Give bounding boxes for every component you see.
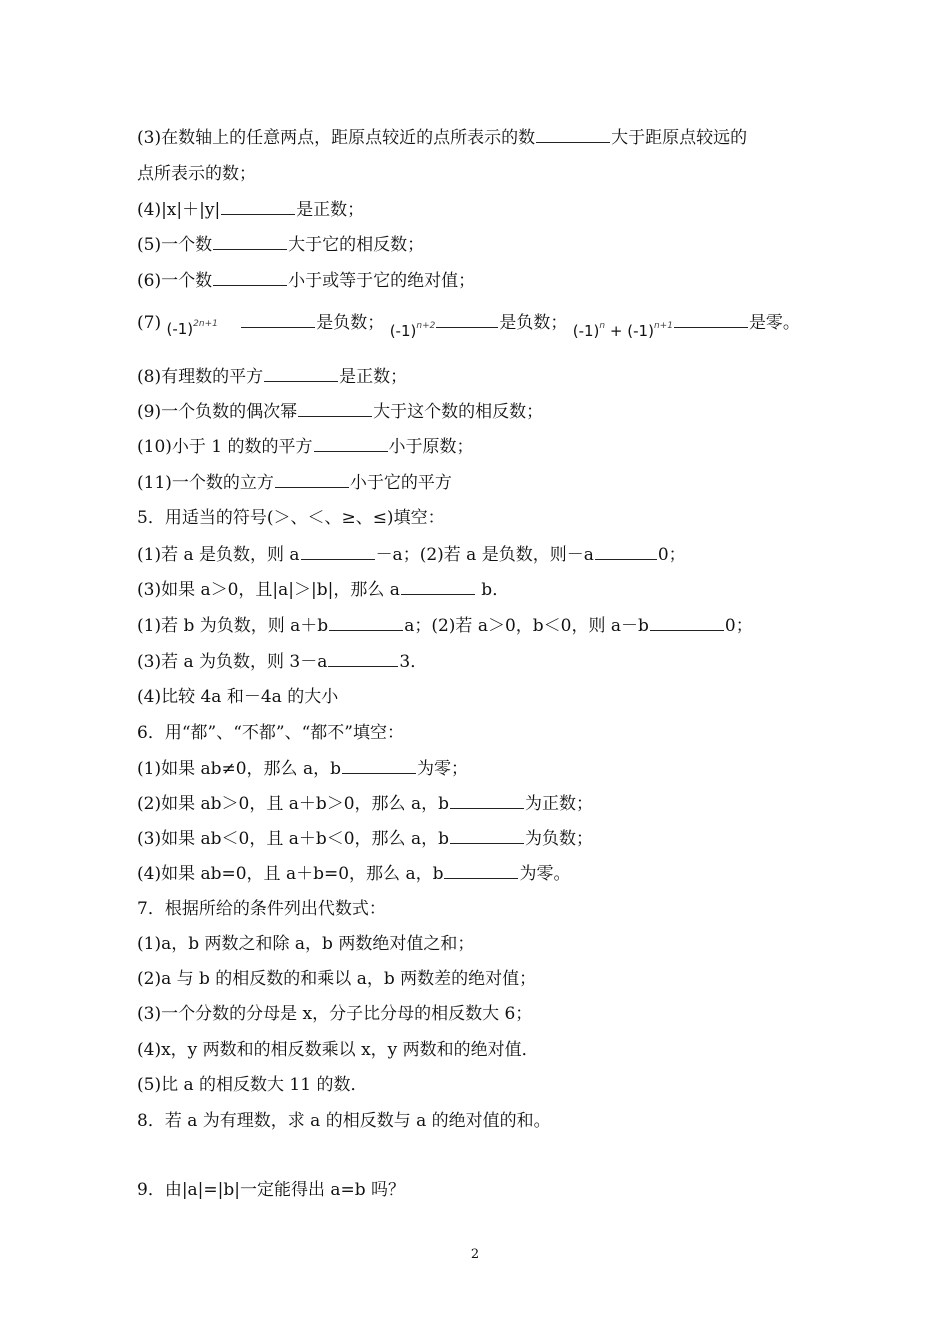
question-6-line-4: (4)如果 ab=0，且 a＋b=0，那么 a，b 为零。 — [137, 864, 571, 884]
answer-blank[interactable] — [221, 198, 295, 215]
item-10: (10)小于 1 的数的平方 小于原数； — [137, 437, 474, 457]
answer-blank[interactable] — [650, 614, 724, 631]
question-7-line-5: (5)比 a 的相反数大 11 的数． — [137, 1075, 368, 1095]
question-7-title: 7．根据所给的条件列出代数式： — [137, 899, 386, 919]
item-3-line-1: (3)在数轴上的任意两点，距原点较近的点所表示的数 大于距原点较远的 — [137, 128, 748, 148]
item-4: (4)|x|＋|y| 是正数； — [137, 200, 365, 220]
answer-blank[interactable] — [674, 311, 748, 328]
answer-blank[interactable] — [213, 269, 287, 286]
answer-blank[interactable] — [241, 311, 315, 328]
item-6: (6)一个数 小于或等于它的绝对值； — [137, 271, 476, 291]
item-7: (7) $(-1)^{2n+1}$ 是负数； $(-1)^{n+2}$ 是负数； $(-1)^n + (-1)^{n+1}$ 是零。 — [137, 313, 800, 340]
math-expression: $(-1)^{n+2}$ — [389, 321, 436, 340]
answer-blank[interactable] — [275, 471, 349, 488]
item-5: (5)一个数 大于它的相反数； — [137, 235, 425, 255]
question-7-line-3: (3)一个分数的分母是 x，分子比分母的相反数大 6； — [137, 1004, 533, 1024]
answer-blank[interactable] — [450, 827, 524, 844]
answer-blank[interactable] — [213, 233, 287, 250]
question-7-line-1: (1)a，b 两数之和除 a，b 两数绝对值之和； — [137, 934, 475, 954]
answer-blank[interactable] — [298, 400, 372, 417]
page-number: 2 — [470, 1247, 480, 1262]
answer-blank[interactable] — [444, 862, 518, 879]
answer-blank[interactable] — [536, 126, 610, 143]
answer-blank[interactable] — [314, 435, 388, 452]
math-expression: $(-1)^n + (-1)^{n+1}$ — [572, 321, 673, 340]
question-5-line-2: (3)如果 a＞0，且|a|＞|b|，那么 a b． — [137, 580, 510, 600]
item-11: (11)一个数的立方 小于它的平方 — [137, 473, 452, 493]
math-expression: $(-1)^{2n+1}$ — [166, 319, 218, 338]
question-5-line-5: (4)比较 4a 和－4a 的大小 — [137, 687, 339, 707]
question-6-line-2: (2)如果 ab＞0，且 a＋b＞0，那么 a，b 为正数； — [137, 794, 593, 814]
question-5-title: 5．用适当的符号(＞、＜、≥、≤)填空： — [137, 508, 445, 528]
answer-blank[interactable] — [264, 365, 338, 382]
answer-blank[interactable] — [595, 543, 657, 560]
answer-blank[interactable] — [329, 614, 403, 631]
answer-blank[interactable] — [450, 792, 524, 809]
question-6-line-1: (1)如果 ab≠0，那么 a，b 为零； — [137, 759, 468, 779]
question-8: 8．若 a 为有理数，求 a 的相反数与 a 的绝对值的和。 — [137, 1111, 551, 1131]
answer-blank[interactable] — [301, 543, 375, 560]
question-5-line-1: (1)若 a 是负数，则 a －a；(2)若 a 是负数，则－a 0； — [137, 545, 686, 565]
item-8: (8)有理数的平方 是正数； — [137, 367, 408, 387]
answer-blank[interactable] — [328, 650, 398, 667]
question-7-line-4: (4)x，y 两数和的相反数乘以 x，y 两数和的绝对值． — [137, 1040, 539, 1060]
question-6-line-3: (3)如果 ab＜0，且 a＋b＜0，那么 a，b 为负数； — [137, 829, 593, 849]
question-5-line-4: (3)若 a 为负数，则 3－a 3． — [137, 652, 428, 672]
question-9: 9．由|a|=|b|一定能得出 a=b 吗？ — [137, 1180, 406, 1200]
question-7-line-2: (2)a 与 b 的相反数的和乘以 a，b 两数差的绝对值； — [137, 969, 537, 989]
answer-blank[interactable] — [436, 311, 498, 328]
item-9: (9)一个负数的偶次幂 大于这个数的相反数； — [137, 402, 544, 422]
answer-blank[interactable] — [401, 578, 475, 595]
item-3-line-2: 点所表示的数； — [137, 164, 256, 184]
question-6-title: 6．用“都”、“不都”、“都不”填空： — [137, 723, 404, 743]
answer-blank[interactable] — [342, 757, 416, 774]
question-5-line-3: (1)若 b 为负数，则 a＋b a；(2)若 a＞0，b＜0，则 a－b 0； — [137, 616, 753, 636]
